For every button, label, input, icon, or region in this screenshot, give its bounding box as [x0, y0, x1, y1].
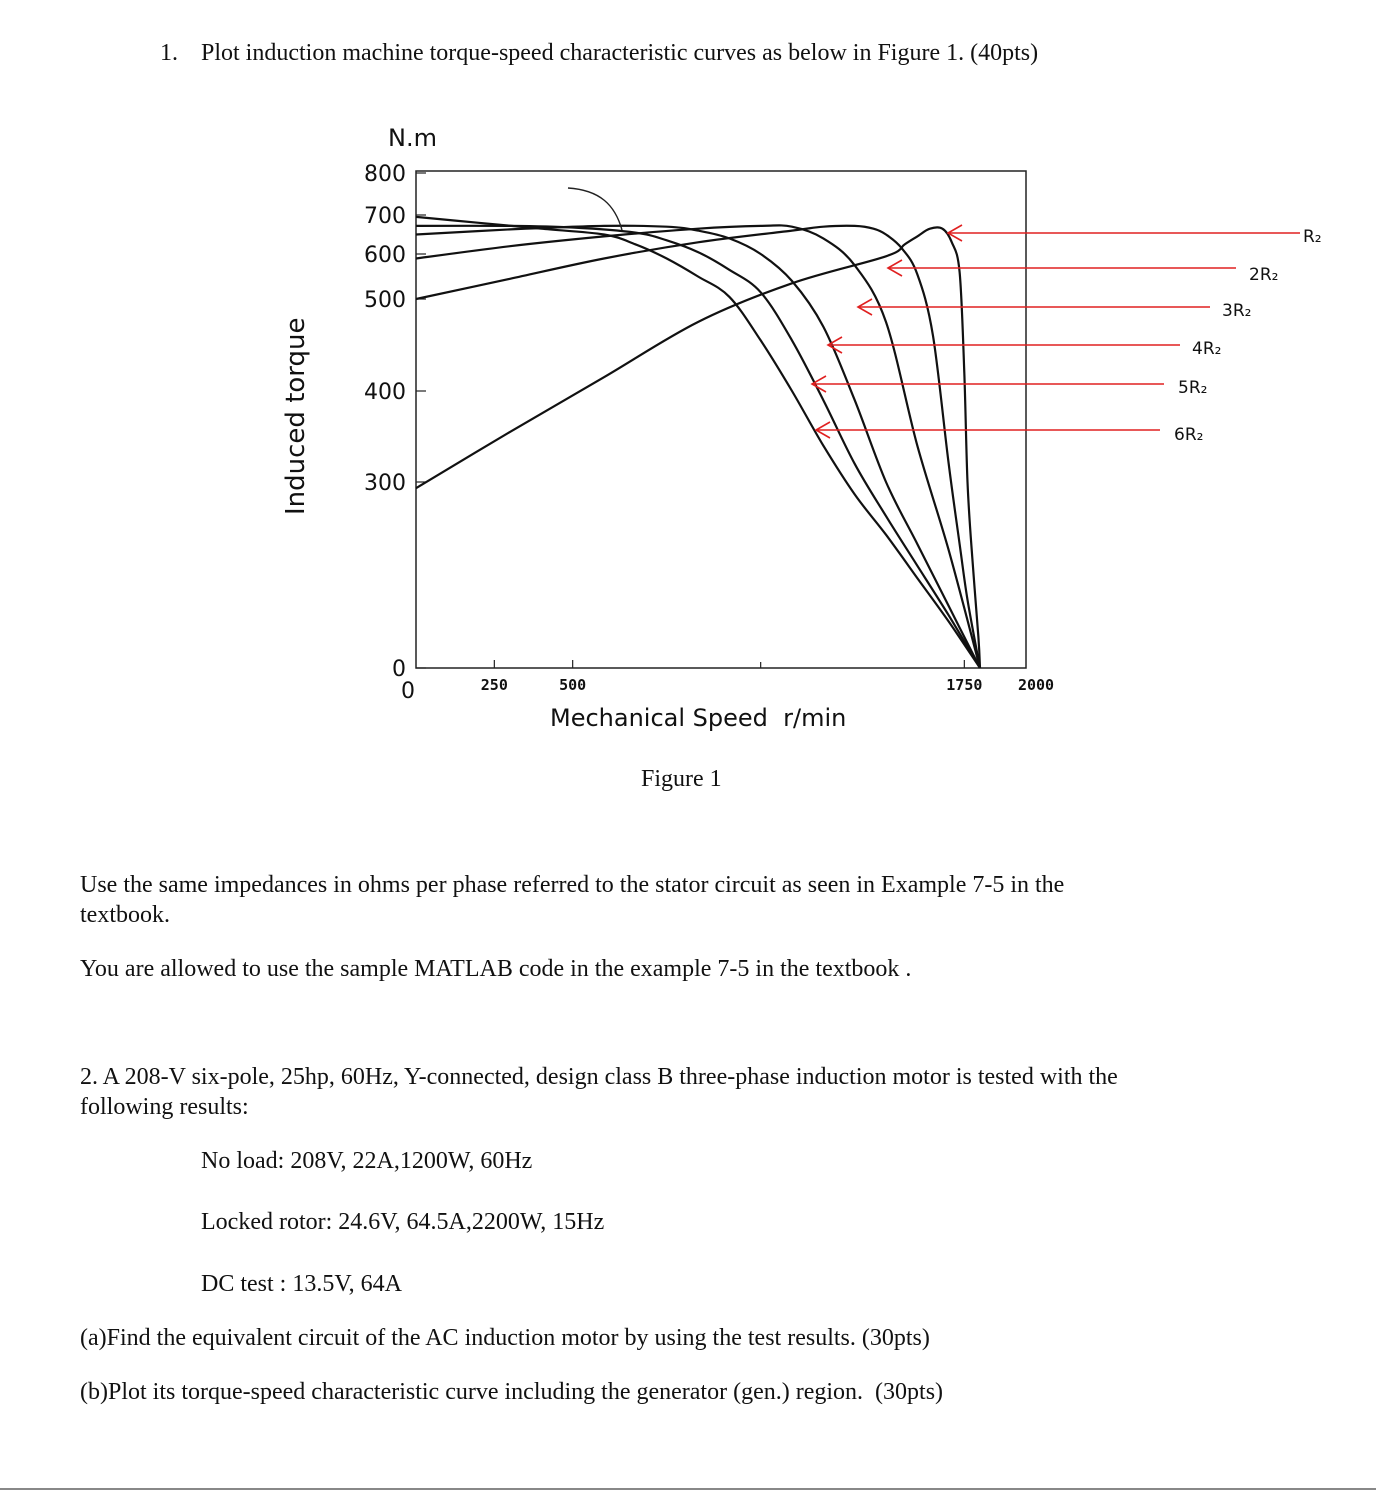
y-tick-marks [416, 173, 426, 668]
curve-fragment [568, 188, 622, 230]
part-a: (a)Find the equivalent circuit of the AC induction motor by using the test results. (30pts) [80, 1325, 930, 1351]
curve-label-4: 4R₂ [1192, 339, 1222, 359]
torque-curve-4 [416, 226, 980, 668]
torque-curve-5 [416, 226, 980, 668]
question-2-line-2: following results: [80, 1094, 249, 1120]
y-tick-label-400: 400 [364, 380, 406, 405]
x-tick-label-250: 250 [480, 676, 508, 694]
locked-rotor-result: Locked rotor: 24.6V, 64.5A,2200W, 15Hz [201, 1209, 605, 1235]
question-2-line-1: 2. A 208-V six-pole, 25hp, 60Hz, Y-connected, design class B three-phase induction motor is tested with the [80, 1064, 1118, 1090]
x-tick-label-2000: 2000 [1017, 676, 1055, 694]
note-impedance-line-1: Use the same impedances in ohms per phase referred to the stator circuit as seen in Example 7-5 in the [80, 872, 1065, 898]
x-tick-label-1750: 1750 [946, 676, 983, 694]
dc-test-result: DC test : 13.5V, 64A [201, 1271, 402, 1297]
torque-curve-6 [416, 217, 980, 668]
x-tick-labels [401, 676, 1054, 704]
y-tick-label-800: 800 [364, 162, 406, 187]
x-tick-label-500: 500 [559, 676, 587, 694]
x-tick-marks [494, 660, 964, 668]
x-tick-label-0: 0 [401, 679, 415, 704]
y-tick-label-300: 300 [364, 471, 406, 496]
question-1-number: 1. [160, 40, 178, 66]
curve-label-5: 5R₂ [1178, 378, 1208, 398]
note-impedance-line-2: textbook. [80, 902, 170, 928]
page-bottom-rule [0, 1488, 1376, 1490]
torque-curve-2 [416, 226, 980, 668]
figure-caption: Figure 1 [641, 766, 722, 792]
y-tick-labels [364, 162, 406, 682]
y-axis-title: Induced torque [281, 317, 311, 515]
y-tick-label-0: 0 [392, 657, 406, 682]
question-1-text: Plot induction machine torque-speed characteristic curves as below in Figure 1. (40pts) [201, 40, 1039, 66]
curve-label-3: 3R₂ [1222, 301, 1252, 321]
part-b: (b)Plot its torque-speed characteristic curve including the generator (gen.) region. (30pts) [80, 1379, 944, 1405]
torque-curves [416, 188, 980, 668]
curve-label-6: 6R₂ [1174, 425, 1204, 445]
y-tick-label-500: 500 [364, 288, 406, 313]
y-tick-label-600: 600 [364, 243, 406, 268]
curve-label-1: R₂ [1303, 227, 1322, 247]
curve-labels [1174, 227, 1322, 445]
no-load-result: No load: 208V, 22A,1200W, 60Hz [201, 1148, 533, 1174]
y-tick-label-700: 700 [364, 204, 406, 229]
y-unit-label: N.m [388, 124, 437, 152]
note-matlab: You are allowed to use the sample MATLAB code in the example 7-5 in the textbook . [80, 956, 912, 982]
torque-curve-1 [416, 227, 980, 668]
x-axis-title: Mechanical Speed r/min [550, 704, 847, 732]
curve-label-2: 2R₂ [1249, 265, 1279, 285]
torque-curve-3 [416, 225, 980, 668]
